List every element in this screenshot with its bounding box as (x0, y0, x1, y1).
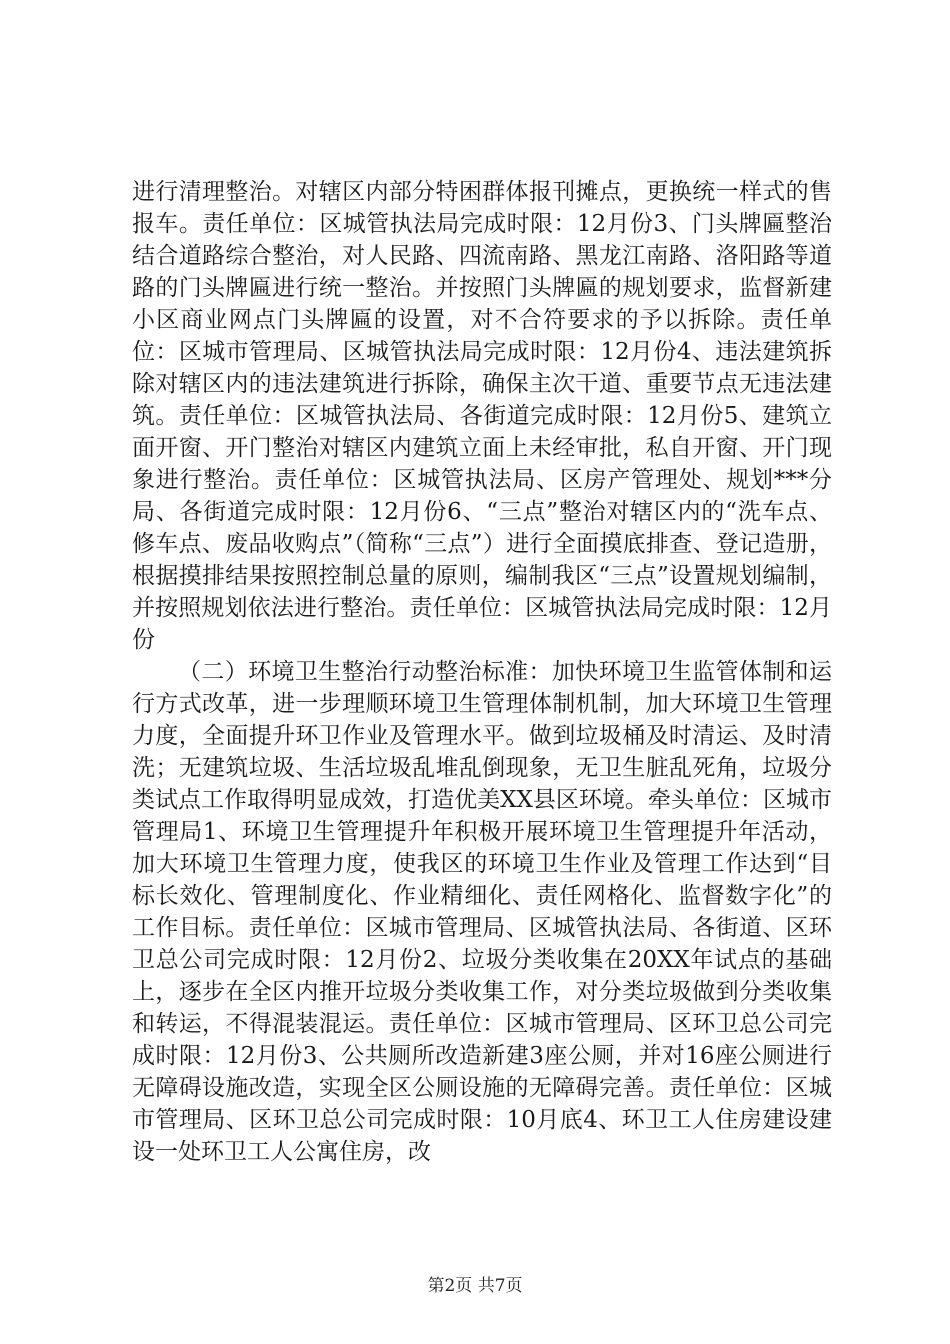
paragraph-1: 进行清理整治。对辖区内部分特困群体报刊摊点，更换统一样式的售报车。责任单位：区城管执法局完成时限：12月份3、门头牌匾整治结合道路综合整治，对人民路、四流南路、黑龙江南路、洛阳路等道路的门头牌匾进行统一整治。并按照门头牌匾的规划要求，监督新建小区商业网点门头牌匾的设置，对不合符要求的予以拆除。责任单位：区城市管理局、区城管执法局完成时限：12月份4、违法建筑拆除对辖区内的违法建筑进行拆除，确保主次干道、重要节点无违法建筑。责任单位：区城管执法局、各街道完成时限：12月份5、建筑立面开窗、开门整治对辖区内建筑立面上未经审批，私自开窗、开门现象进行整治。责任单位：区城管执法局、区房产管理处、规划***分局、各街道完成时限：12月份6、“三点”整治对辖区内的“洗车点、修车点、废品收购点”（简称“三点”）进行全面摸底排查、登记造册，根据摸排结果按照控制总量的原则，编制我区“三点”设置规划编制，并按照规划依法进行整治。责任单位：区城管执法局完成时限：12月份 (132, 179, 832, 653)
paragraph-2: （二）环境卫生整治行动整治标准：加快环境卫生监管体制和运行方式改革，进一步理顺环境卫生管理体制机制，加大环境卫生管理力度，全面提升环卫作业及管理水平。做到垃圾桶及时清运、及时清洗；无建筑垃圾、生活垃圾乱堆乱倒现象，无卫生脏乱死角，垃圾分类试点工作取得明显成效，打造优美XX县区环境。牵头单位：区城市管理局1、环境卫生管理提升年积极开展环境卫生管理提升年活动，加大环境卫生管理力度，使我区的环境卫生作业及管理工作达到“目标长效化、管理制度化、作业精细化、责任网格化、监督数字化”的工作目标。责任单位：区城市管理局、区城管执法局、各街道、区环卫总公司完成时限：12月份2、垃圾分类收集在20XX年试点的基础上，逐步在全区内推开垃圾分类收集工作，对分类垃圾做到分类收集和转运，不得混装混运。责任单位：区城市管理局、区环卫总公司完成时限：12月份3、公共厕所改造新建3座公厕，并对16座公厕进行无障碍设施改造，实现全区公厕设施的无障碍完善。责任单位：区城市管理局、区环卫总公司完成时限：10月底4、环卫工人住房建设建设一处环卫工人公寓住房，改 (132, 659, 832, 1165)
page-number-footer: 第2页 共7页 (427, 1276, 523, 1296)
document-body (132, 176, 832, 1168)
